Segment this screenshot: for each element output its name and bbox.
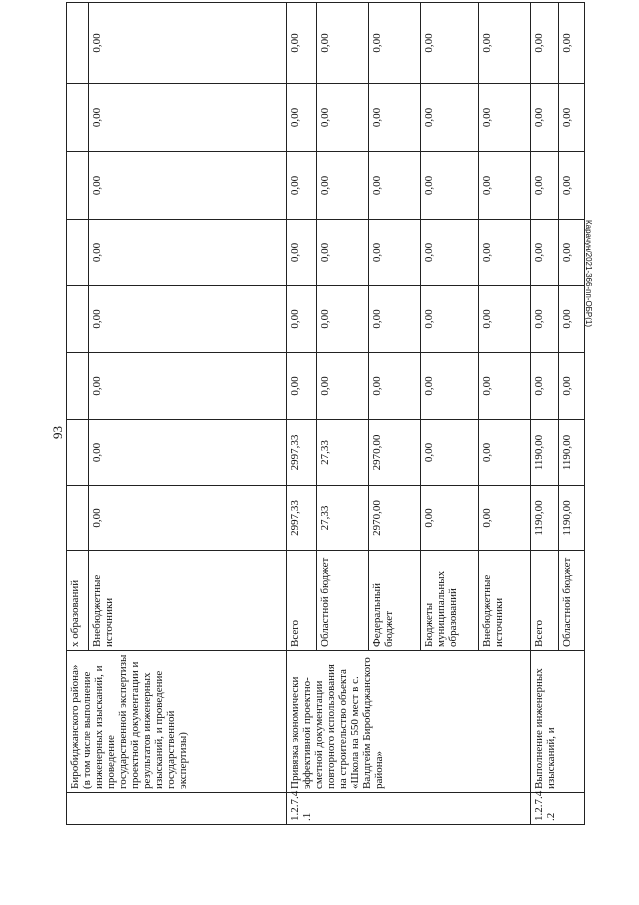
value-cell <box>67 353 89 420</box>
value-cell: 2970,00 <box>369 420 421 486</box>
value-cell: 0,00 <box>89 353 287 420</box>
rotated-table-wrapper <box>66 33 581 825</box>
value-cell: 0,00 <box>531 220 559 286</box>
value-cell: 1190,00 <box>531 420 559 486</box>
value-cell: 0,00 <box>317 353 369 420</box>
value-cell: 0,00 <box>89 3 287 84</box>
value-cell: 0,00 <box>317 286 369 353</box>
value-cell: 0,00 <box>531 152 559 220</box>
value-cell: 0,00 <box>89 152 287 220</box>
value-cell: 0,00 <box>479 420 531 486</box>
value-cell: 0,00 <box>89 286 287 353</box>
value-cell: 1190,00 <box>531 486 559 551</box>
value-cell: 0,00 <box>317 220 369 286</box>
value-cell <box>67 152 89 220</box>
code-cell: 1.2.7.4 .2 <box>531 793 585 825</box>
value-cell: 0,00 <box>287 353 317 420</box>
value-cell: 27,33 <box>317 486 369 551</box>
value-cell: 0,00 <box>559 152 585 220</box>
value-cell: 0,00 <box>479 486 531 551</box>
value-cell: 0,00 <box>287 286 317 353</box>
value-cell: 0,00 <box>531 3 559 84</box>
value-cell: 0,00 <box>559 286 585 353</box>
value-cell: 0,00 <box>317 152 369 220</box>
value-cell: 0,00 <box>479 353 531 420</box>
source-cell: Всего <box>531 551 559 651</box>
value-cell: 0,00 <box>287 84 317 152</box>
value-cell: 0,00 <box>531 353 559 420</box>
source-cell: Всего <box>287 551 317 651</box>
value-cell: 0,00 <box>287 220 317 286</box>
value-cell: 0,00 <box>559 220 585 286</box>
value-cell: 0,00 <box>479 84 531 152</box>
value-cell: 0,00 <box>421 353 479 420</box>
value-cell: 0,00 <box>421 486 479 551</box>
document-code: Карачун/2021-366-пп-ОБР(1) <box>584 220 593 328</box>
value-cell: 0,00 <box>479 220 531 286</box>
value-cell <box>67 286 89 353</box>
value-cell: 0,00 <box>369 286 421 353</box>
value-cell: 0,00 <box>369 84 421 152</box>
value-cell: 0,00 <box>317 3 369 84</box>
page-number: 93 <box>50 426 65 439</box>
source-cell: Внебюджетные источники <box>89 551 287 651</box>
table-row <box>67 3 89 825</box>
value-cell: 0,00 <box>287 3 317 84</box>
table-row <box>531 3 559 825</box>
value-cell: 0,00 <box>479 152 531 220</box>
value-cell: 0,00 <box>421 286 479 353</box>
value-cell: 0,00 <box>531 286 559 353</box>
source-cell: х образований <box>67 551 89 651</box>
value-cell: 0,00 <box>421 84 479 152</box>
value-cell <box>67 486 89 551</box>
value-cell: 0,00 <box>421 3 479 84</box>
value-cell <box>67 220 89 286</box>
value-cell <box>67 3 89 84</box>
value-cell: 0,00 <box>531 84 559 152</box>
source-cell: Внебюджетные источники <box>479 551 531 651</box>
value-cell: 2997,33 <box>287 420 317 486</box>
value-cell: 27,33 <box>317 420 369 486</box>
value-cell: 0,00 <box>421 420 479 486</box>
event-name-cell: Биробиджанского района» (в том числе выполнение инженерных изысканий, и проведение государственной экспертизы проектной документации и результатов инженерных изысканий, и проведение государственной экспертизы) <box>67 651 287 793</box>
code-cell <box>67 793 287 825</box>
source-cell: Федеральный бюджет <box>369 551 421 651</box>
table-row <box>287 3 317 825</box>
value-cell <box>67 84 89 152</box>
value-cell: 0,00 <box>479 3 531 84</box>
value-cell: 0,00 <box>89 420 287 486</box>
source-cell: Бюджеты муниципальных образований <box>421 551 479 651</box>
value-cell: 0,00 <box>317 84 369 152</box>
value-cell: 0,00 <box>559 84 585 152</box>
value-cell: 1190,00 <box>559 420 585 486</box>
value-cell: 0,00 <box>369 152 421 220</box>
value-cell: 2997,33 <box>287 486 317 551</box>
value-cell: 0,00 <box>421 152 479 220</box>
value-cell: 0,00 <box>421 220 479 286</box>
value-cell: 0,00 <box>287 152 317 220</box>
value-cell: 0,00 <box>89 220 287 286</box>
value-cell: 0,00 <box>559 3 585 84</box>
value-cell: 2970,00 <box>369 486 421 551</box>
value-cell: 0,00 <box>89 486 287 551</box>
value-cell: 0,00 <box>89 84 287 152</box>
table-body <box>67 3 585 825</box>
value-cell: 0,00 <box>559 353 585 420</box>
code-cell: 1.2.7.4 .1 <box>287 793 531 825</box>
budget-table <box>66 2 585 825</box>
event-name-cell: Выполнение инженерных изысканий, и <box>531 651 585 793</box>
source-cell: Областной бюджет <box>559 551 585 651</box>
value-cell: 0,00 <box>369 3 421 84</box>
value-cell: 1190,00 <box>559 486 585 551</box>
value-cell: 0,00 <box>369 353 421 420</box>
source-cell: Областной бюджет <box>317 551 369 651</box>
value-cell <box>67 420 89 486</box>
value-cell: 0,00 <box>369 220 421 286</box>
value-cell: 0,00 <box>479 286 531 353</box>
event-name-cell: Привязка экономически эффективной проектно-сметной документации повторного использования на строительство объекта «Школа на 550 мест в с. Валдгейм Биробиджанского района» <box>287 651 531 793</box>
